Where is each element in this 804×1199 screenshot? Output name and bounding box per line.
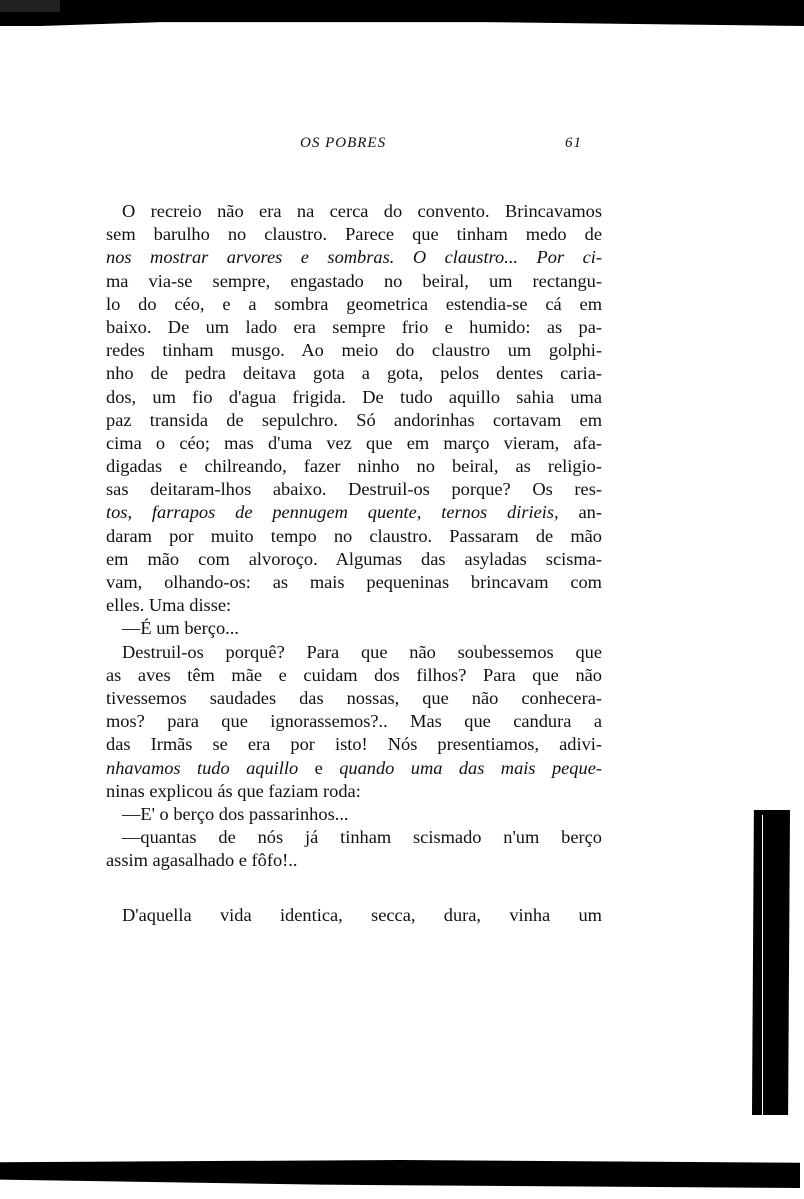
text-line — [106, 270, 602, 293]
text-line — [106, 501, 602, 524]
text-segment: baixo. De um lado era sempre frio e humido: as pa- — [106, 316, 602, 337]
scan-edge-right-highlight — [762, 815, 763, 1115]
text-line — [106, 246, 602, 269]
scan-edge-right — [752, 810, 790, 1115]
page-number: 61 — [565, 135, 582, 151]
text-segment: nho de pedra deitava gota a gota, pelos dentes caria- — [106, 363, 602, 384]
text-segment: —E' o berço dos passarinhos... — [122, 803, 349, 824]
text-line — [106, 733, 602, 756]
text-line — [106, 803, 602, 826]
text-segment: O recreio não era na cerca do convento. Brincavamos — [122, 201, 602, 221]
text-line — [106, 904, 602, 927]
text-line — [106, 432, 602, 455]
scan-edge-top — [0, 0, 804, 26]
text-line — [106, 641, 602, 664]
text-line — [106, 780, 602, 803]
text-segment: —quantas de nós já tinham scismado n'um berço — [122, 827, 602, 848]
running-head — [0, 135, 804, 155]
text-line — [106, 455, 602, 478]
italic-text: tos, farrapos de pennugem quente, ternos dirieis, — [106, 502, 579, 523]
text-line — [106, 362, 602, 385]
text-line — [106, 339, 602, 362]
text-line — [106, 478, 602, 501]
scan-edge-bottom — [0, 1160, 800, 1188]
text-segment: elles. Uma disse: — [106, 595, 232, 616]
text-segment: digadas e chilreando, fazer ninho no beiral, as religio- — [106, 456, 602, 477]
text-line — [106, 710, 602, 733]
text-segment: cima o céo; mas d'uma vez que em março vieram, afa- — [106, 432, 602, 453]
text-segment: vam, olhando-os: as mais pequeninas brincavam com — [106, 572, 602, 592]
text-segment: D'aquella vida identica, secca, dura, vinha um — [122, 905, 602, 926]
text-segment: sas deitaram-lhos abaixo. Destruil-os porque? Os res- — [106, 479, 602, 500]
text-segment: paz transida de sepulchro. Só andorinhas cortavam em — [106, 409, 602, 430]
text-segment: lo do céo, e a sombra geometrica estendia-se cá em — [106, 293, 602, 314]
text-segment: das Irmãs se era por isto! Nós presentiamos, adivi- — [106, 734, 602, 755]
text-line — [106, 849, 602, 872]
text-segment: tivessemos saudades das nossas, que não conhecera- — [106, 687, 602, 708]
text-line — [106, 223, 602, 246]
text-segment: ninas explicou ás que faziam roda: — [106, 780, 361, 801]
text-segment: sem barulho no claustro. Parece que tinham medo de — [106, 224, 602, 245]
text-line — [106, 548, 602, 571]
text-line — [106, 571, 602, 594]
text-segment: as aves têm mãe e cuidam dos filhos? Para que não — [106, 664, 602, 685]
text-line — [106, 386, 602, 409]
italic-text: nos mostrar arvores e sombras. O claustro... — [106, 247, 537, 268]
text-segment: e — [314, 757, 340, 778]
running-head-title: OS POBRES — [300, 135, 387, 151]
text-line — [106, 826, 602, 849]
text-segment: em mão com alvoroço. Algumas das asyladas scisma- — [106, 548, 602, 569]
text-line — [106, 687, 602, 710]
text-segment: —É um berço... — [122, 618, 239, 639]
text-line — [106, 409, 602, 432]
scan-edge-top-corner — [0, 0, 60, 12]
text-line — [106, 617, 602, 640]
text-segment: assim agasalhado e fôfo!.. — [106, 850, 298, 871]
text-segment: ma via-se sempre, engastado no beiral, um rectangu- — [106, 270, 602, 291]
text-segment: daram por muito tempo no claustro. Passaram de mão — [106, 525, 602, 546]
text-segment: mos? para que ignorassemos?.. Mas que candura a — [106, 711, 602, 732]
text-line — [106, 757, 602, 780]
italic-text: nhavamos tudo aquillo — [106, 757, 315, 778]
text-line — [106, 664, 602, 687]
text-segment: dos, um fio d'agua frigida. De tudo aquillo sahia uma — [106, 386, 602, 407]
text-line — [106, 594, 602, 617]
paragraph-gap — [106, 872, 602, 904]
text-segment: Destruil-os porquê? Para que não soubessemos que — [122, 641, 602, 662]
text-line — [106, 316, 602, 339]
italic-text: quando uma das mais peque- — [339, 757, 602, 778]
text-segment: redes tinham musgo. Ao meio do claustro um golphi- — [106, 340, 602, 361]
text-line — [106, 525, 602, 548]
text-segment: an- — [578, 502, 602, 523]
text-line — [106, 293, 602, 316]
body-text — [106, 200, 602, 928]
text-line — [106, 200, 602, 223]
italic-text: Por ci- — [536, 247, 602, 268]
